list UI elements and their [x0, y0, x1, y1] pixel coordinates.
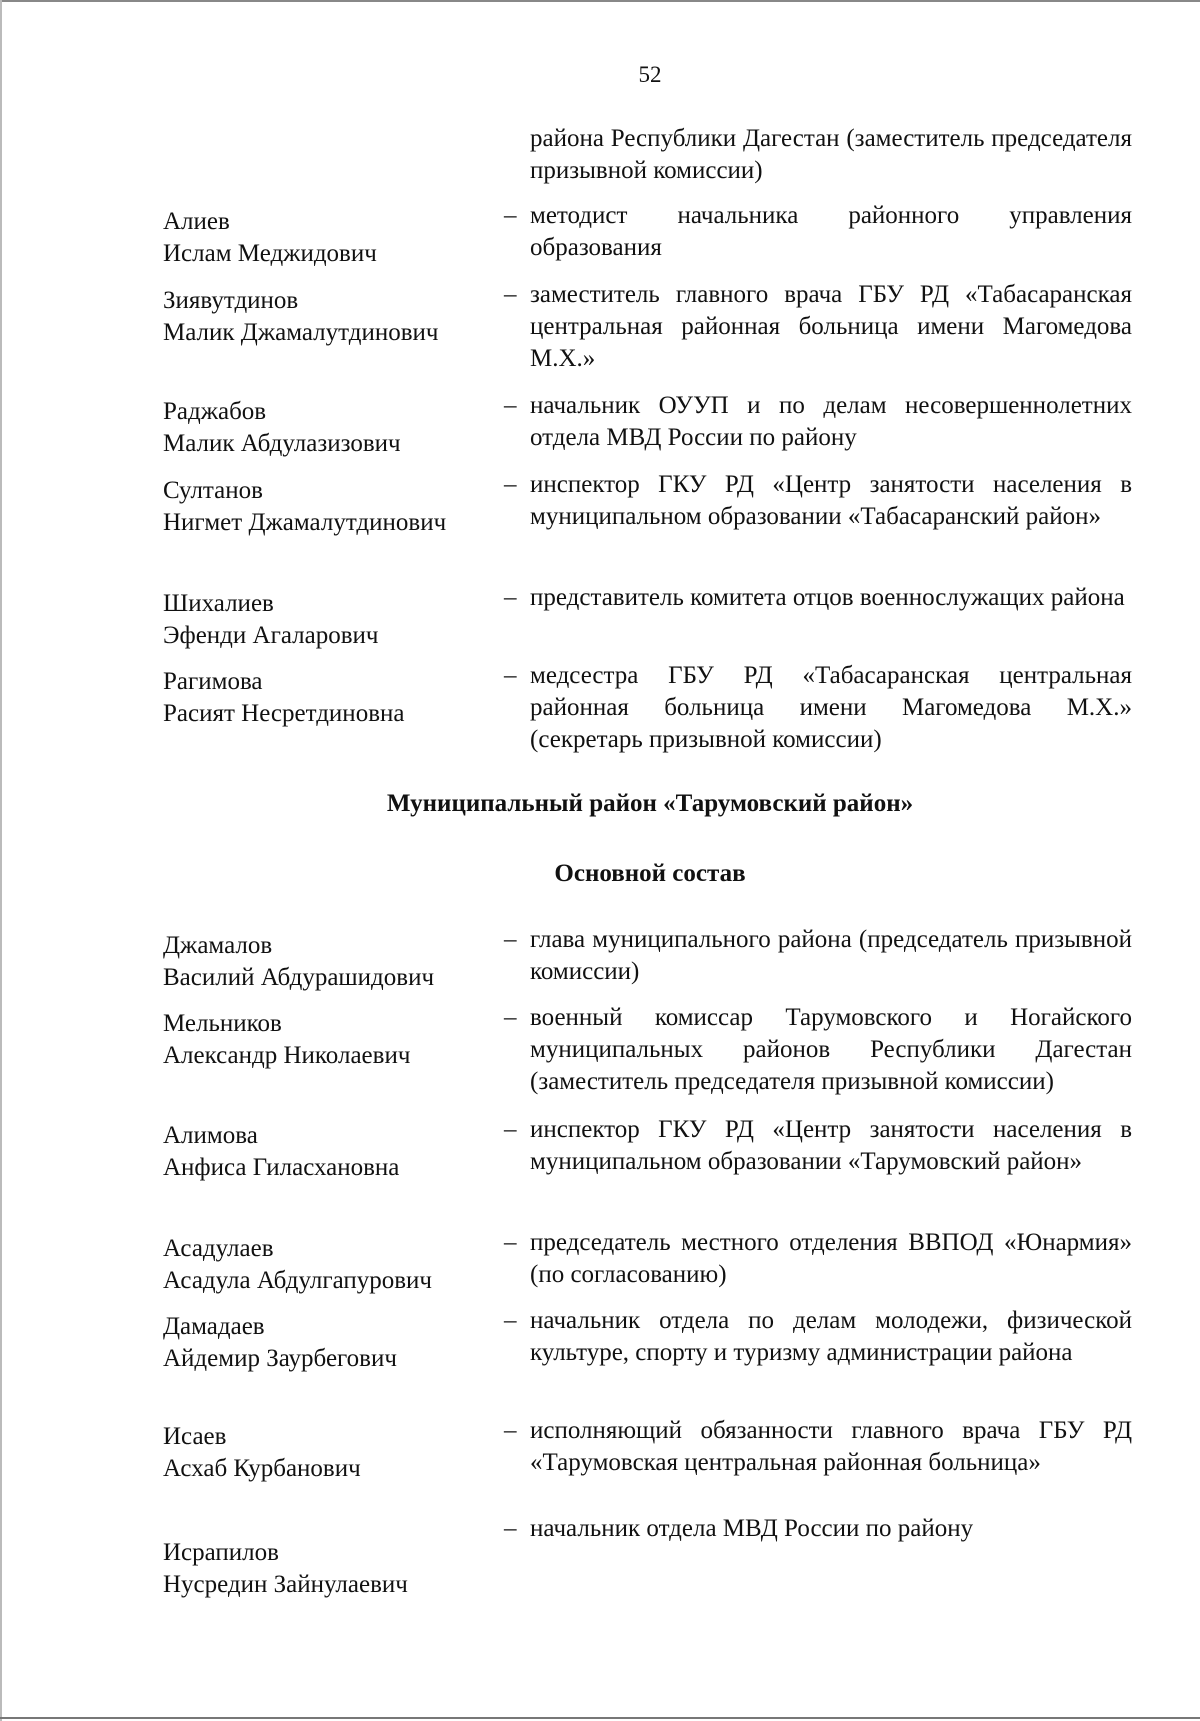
dash: – — [504, 926, 517, 953]
member-role-wrap — [504, 200, 1132, 264]
member-given-name: Василий Абдурашидович — [163, 964, 435, 991]
dash: – — [504, 1307, 517, 1334]
member-given-name: Расият Несретдиновна — [163, 700, 405, 727]
dash: – — [504, 1515, 517, 1542]
member-given-name: Ислам Меджидович — [163, 240, 377, 267]
member-name — [163, 1311, 523, 1375]
member-surname: Раджабов — [163, 398, 267, 425]
member-surname: Султанов — [163, 477, 263, 504]
dash: – — [504, 281, 517, 308]
member-name — [163, 475, 523, 539]
member-surname: Джамалов — [163, 932, 273, 959]
member-given-name: Айдемир Заурбегович — [163, 1345, 397, 1372]
member-given-name: Анфиса Гиласхановна — [163, 1154, 400, 1181]
member-name — [163, 1008, 523, 1072]
member-name — [163, 1120, 523, 1184]
member-role-wrap — [504, 1305, 1132, 1369]
dash: – — [504, 1229, 517, 1256]
member-surname: Асадулаев — [163, 1235, 274, 1262]
section-title: Муниципальный район «Тарумовский район» — [386, 790, 914, 817]
member-name — [163, 588, 523, 652]
member-role: начальник отдела по делам молодежи, физической культуре, спорту и туризму администрации района — [530, 1307, 1132, 1366]
member-role: начальник ОУУП и по делам несовершеннолетних отдела МВД России по району — [530, 392, 1132, 451]
member-given-name: Малик Джамалутдинович — [163, 319, 439, 346]
member-name — [163, 930, 523, 994]
member-name — [163, 1537, 523, 1601]
dash: – — [504, 471, 517, 498]
member-role-wrap — [504, 924, 1132, 988]
dash: – — [504, 1417, 517, 1444]
member-name — [163, 206, 523, 270]
member-role: исполняющий обязанности главного врача ГБУ РД «Тарумовская центральная районная больница» — [530, 1417, 1132, 1476]
member-given-name: Асхаб Курбанович — [163, 1455, 361, 1482]
member-name — [163, 285, 523, 349]
dash: – — [504, 662, 517, 689]
member-surname: Рагимова — [163, 668, 263, 695]
member-surname: Исрапилов — [163, 1539, 279, 1566]
member-role: методист начальника районного управления образования — [530, 202, 1132, 261]
dash: – — [504, 202, 517, 229]
member-role-wrap — [504, 279, 1132, 375]
member-role-wrap — [504, 1114, 1132, 1178]
subsection-title: Основной состав — [554, 860, 746, 887]
member-role-wrap — [504, 1415, 1132, 1479]
scan-edge-top — [0, 0, 1200, 2]
member-name — [163, 1233, 523, 1297]
member-role: заместитель главного врача ГБУ РД «Табасаранская центральная районная больница имени Магомедова М.Х.» — [530, 281, 1132, 372]
dash: – — [504, 584, 517, 611]
member-role: инспектор ГКУ РД «Центр занятости населения в муниципальном образовании «Тарумовский район» — [530, 1116, 1132, 1175]
member-role: председатель местного отделения ВВПОД «Юнармия» (по согласованию) — [530, 1229, 1132, 1288]
member-given-name: Эфенди Агаларович — [163, 622, 379, 649]
member-role-wrap — [504, 660, 1132, 756]
member-given-name: Нусредин Зайнулаевич — [163, 1571, 408, 1598]
member-role-wrap — [504, 1513, 1132, 1545]
member-surname: Зиявутдинов — [163, 287, 299, 314]
member-given-name: Асадула Абдулгапурович — [163, 1267, 433, 1294]
dash: – — [504, 392, 517, 419]
member-role-wrap — [504, 390, 1132, 454]
member-surname: Шихалиев — [163, 590, 274, 617]
member-surname: Исаев — [163, 1423, 227, 1450]
member-role-wrap — [504, 1002, 1132, 1098]
member-surname: Дамадаев — [163, 1313, 265, 1340]
member-given-name: Александр Николаевич — [163, 1042, 411, 1069]
member-name — [163, 396, 523, 460]
member-role-wrap — [504, 582, 1132, 614]
member-surname: Алиев — [163, 208, 230, 235]
scan-edge-bottom — [0, 1717, 1200, 1719]
member-role: глава муниципального района (председатель призывной комиссии) — [530, 926, 1132, 985]
member-role: представитель комитета отцов военнослужащих района — [530, 584, 1125, 611]
dash: – — [504, 1004, 517, 1031]
page-number: 52 — [638, 62, 662, 87]
member-given-name: Малик Абдулазизович — [163, 430, 401, 457]
member-role-wrap — [504, 1227, 1132, 1291]
member-role: инспектор ГКУ РД «Центр занятости населения в муниципальном образовании «Табасаранский район» — [530, 471, 1132, 530]
dash: – — [504, 1116, 517, 1143]
member-surname: Алимова — [163, 1122, 258, 1149]
member-role: медсестра ГБУ РД «Табасаранская центральная районная больница имени Магомедова М.Х.» (секретарь призывной комиссии) — [530, 662, 1132, 753]
member-name — [163, 1421, 523, 1485]
member-role: военный комиссар Тарумовского и Ногайского муниципальных районов Республики Дагестан (заместитель председателя призывной комиссии) — [530, 1004, 1132, 1095]
member-role: начальник отдела МВД России по району — [530, 1515, 974, 1542]
member-given-name: Нигмет Джамалутдинович — [163, 509, 447, 536]
continuation-text: района Республики Дагестан (заместитель председателя призывной комиссии) — [530, 125, 1132, 184]
member-role-wrap — [504, 469, 1132, 533]
member-surname: Мельников — [163, 1010, 282, 1037]
member-name — [163, 666, 523, 730]
